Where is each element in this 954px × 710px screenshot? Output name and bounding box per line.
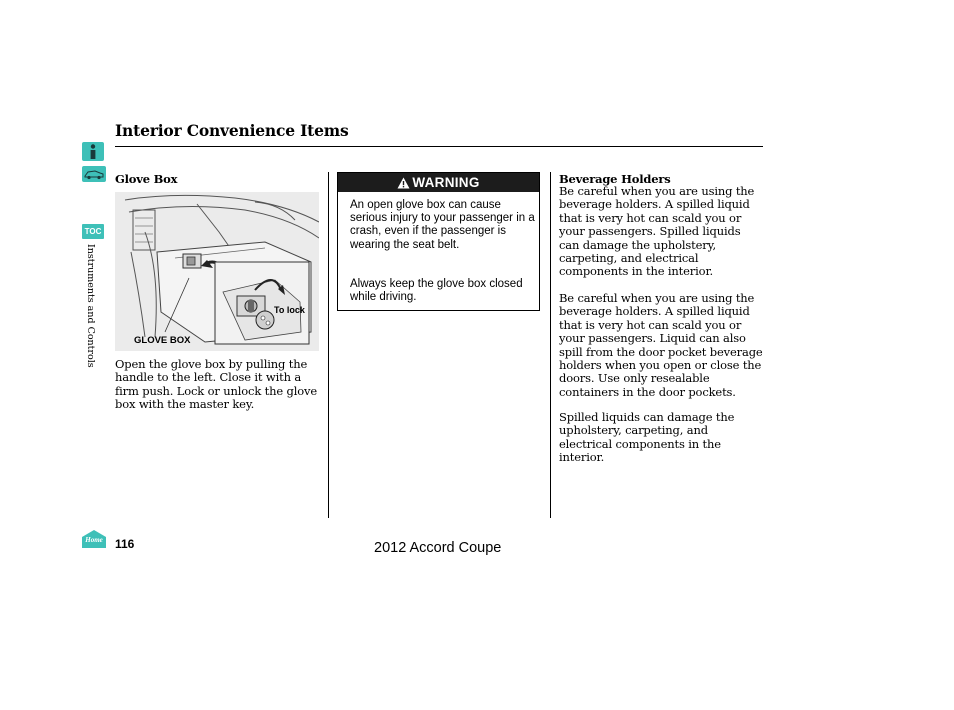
figure-callout: To lock [274,305,305,315]
beverage-holders-heading: Beverage Holders [559,172,671,186]
warning-icon [397,175,410,194]
warning-header [338,173,539,192]
beverage-paragraph: Be careful when you are using the beverage holders. A spilled liquid that is very hot can scald you or your passengers. Spilled liquids can damage the upholstery, carpeting, and electrical components in the interior. [559,184,755,279]
car-icon[interactable] [82,166,106,182]
column-divider-left [328,172,329,518]
figure-label: GLOVE BOX [134,335,191,346]
title-divider [115,146,763,147]
glove-box-illustration [115,192,319,351]
toc-label: TOC [84,227,102,236]
home-button[interactable] [82,530,106,548]
glove-box-heading: Glove Box [115,172,178,186]
warning-label: WARNING [412,175,480,190]
warning-paragraph: Always keep the glove box closed while driving. [350,278,523,304]
warning-paragraph: An open glove box can cause serious injury to your passenger in a crash, even if the passenger is wearing the seat belt. [350,199,535,251]
toc-button[interactable] [82,224,104,239]
home-label: Home [85,536,103,544]
glove-box-text: Open the glove box by pulling the handle to the left. Close it with a firm push. Lock or unlock the glove box with the master key. [115,357,318,412]
page-number: 116 [115,537,135,551]
beverage-paragraph: Be careful when you are using the beverage holders. A spilled liquid that is very hot can scald you or your passengers. Liquid can also spill from the door pocket beverage holders when you open or close the doors. Use only resealable containers in the door pockets. [559,291,763,399]
document-title: 2012 Accord Coupe [374,540,502,556]
info-icon[interactable] [82,142,104,161]
beverage-paragraph: Spilled liquids can damage the upholstery, carpeting, and electrical components in the interior. [559,410,735,465]
column-divider-right [550,172,551,518]
section-tab-label[interactable]: Instruments and Controls [85,244,96,368]
page-title: Interior Convenience Items [115,121,349,140]
